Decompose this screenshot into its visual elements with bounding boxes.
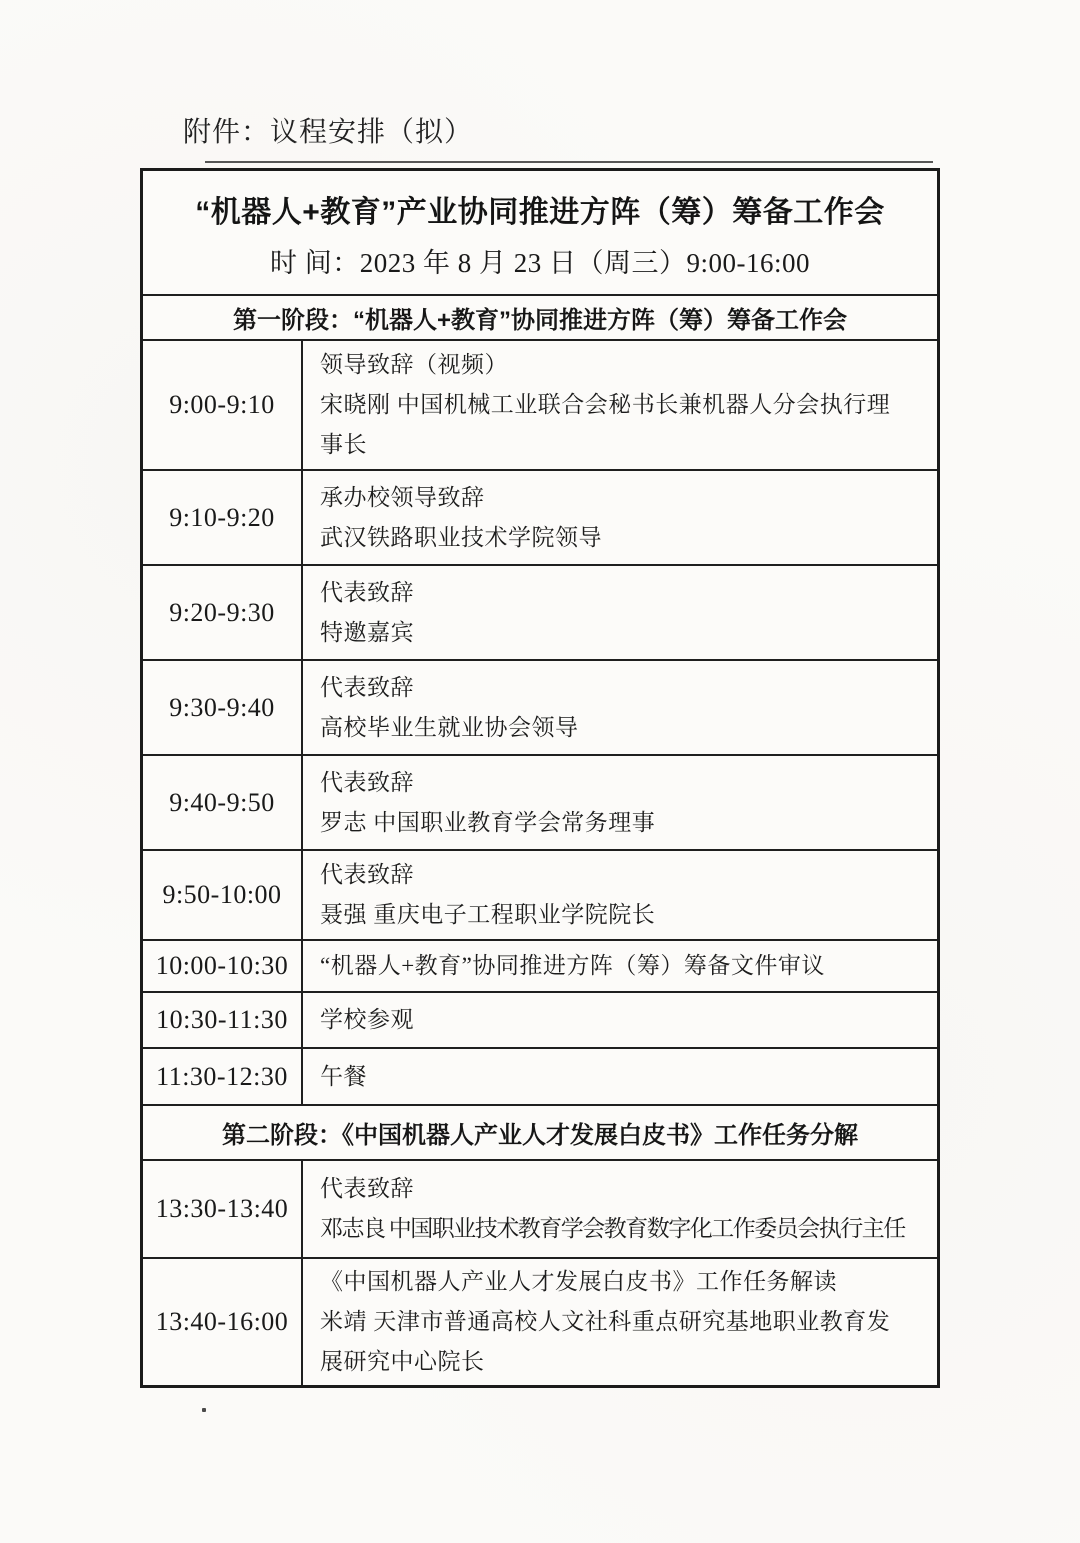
content-line: 领导致辞（视频） bbox=[320, 352, 508, 377]
content-cell bbox=[303, 661, 937, 754]
agenda-row bbox=[143, 1257, 937, 1385]
content-cell bbox=[303, 471, 937, 564]
agenda-row bbox=[143, 939, 937, 991]
agenda-row bbox=[143, 659, 937, 754]
agenda-datetime: 时 间：2023 年 8 月 23 日（周三）9:00-16:00 bbox=[270, 248, 810, 278]
time-cell: 10:00-10:30 bbox=[143, 941, 303, 991]
content-cell bbox=[303, 566, 937, 659]
time-cell: 9:10-9:20 bbox=[143, 471, 303, 564]
agenda-row bbox=[143, 991, 937, 1047]
agenda-row bbox=[143, 564, 937, 659]
content-line: 《中国机器人产业人才发展白皮书》工作任务解读 bbox=[320, 1269, 837, 1294]
agenda-table-head bbox=[143, 171, 937, 294]
content-cell bbox=[303, 1259, 937, 1385]
content-cell bbox=[303, 1161, 937, 1257]
content-line: 承办校领导致辞 bbox=[320, 484, 485, 510]
content-line: 午餐 bbox=[320, 1063, 367, 1089]
attachment-heading: 附件：议程安排（拟） bbox=[183, 117, 474, 148]
content-cell bbox=[303, 851, 937, 939]
content-line: 代表致辞 bbox=[320, 862, 414, 887]
section-2-header: 第二阶段：《中国机器人产业人才发展白皮书》工作任务分解 bbox=[143, 1104, 937, 1159]
content-line: 聂强 重庆电子工程职业学院院长 bbox=[320, 902, 656, 927]
content-line: 米靖 天津市普通高校人文社科重点研究基地职业教育发展研究中心院长 bbox=[320, 1309, 891, 1374]
agenda-row bbox=[143, 849, 937, 939]
time-cell: 9:30-9:40 bbox=[143, 661, 303, 754]
agenda-row bbox=[143, 339, 937, 469]
content-cell bbox=[303, 1049, 937, 1104]
content-cell bbox=[303, 341, 937, 469]
agenda-table bbox=[140, 168, 940, 1388]
time-cell: 9:20-9:30 bbox=[143, 566, 303, 659]
section-1-header: 第一阶段：“机器人+教育”协同推进方阵（筹）筹备工作会 bbox=[143, 294, 937, 339]
content-line: 武汉铁路职业技术学院领导 bbox=[320, 524, 602, 550]
content-line: 代表致辞 bbox=[320, 579, 414, 605]
time-cell: 11:30-12:30 bbox=[143, 1049, 303, 1104]
agenda-row bbox=[143, 469, 937, 564]
time-cell: 10:30-11:30 bbox=[143, 993, 303, 1047]
time-cell: 13:40-16:00 bbox=[143, 1259, 303, 1385]
content-line: 邓志良 中国职业技术教育学会教育数字化工作委员会执行主任 bbox=[320, 1216, 905, 1241]
content-cell bbox=[303, 941, 937, 991]
content-line: 代表致辞 bbox=[320, 1176, 414, 1201]
agenda-row bbox=[143, 1159, 937, 1257]
content-line: 代表致辞 bbox=[320, 674, 414, 700]
content-line: 宋晓刚 中国机械工业联合会秘书长兼机器人分会执行理事长 bbox=[320, 392, 891, 457]
agenda-row bbox=[143, 754, 937, 849]
content-line: 特邀嘉宾 bbox=[320, 619, 414, 645]
content-line: 高校毕业生就业协会领导 bbox=[320, 714, 579, 740]
content-line: 罗志 中国职业教育学会常务理事 bbox=[320, 809, 656, 835]
content-line: 代表致辞 bbox=[320, 769, 414, 795]
scan-artifact-line bbox=[205, 161, 933, 163]
content-line: “机器人+教育”协同推进方阵（筹）筹备文件审议 bbox=[320, 953, 825, 978]
scan-artifact-dot bbox=[202, 1408, 206, 1412]
time-cell: 9:50-10:00 bbox=[143, 851, 303, 939]
content-cell bbox=[303, 756, 937, 849]
time-cell: 13:30-13:40 bbox=[143, 1161, 303, 1257]
content-cell bbox=[303, 993, 937, 1047]
time-cell: 9:00-9:10 bbox=[143, 341, 303, 469]
time-cell: 9:40-9:50 bbox=[143, 756, 303, 849]
content-line: 学校参观 bbox=[320, 1007, 414, 1032]
agenda-row bbox=[143, 1047, 937, 1104]
agenda-title: “机器人+教育”产业协同推进方阵（筹）筹备工作会 bbox=[195, 196, 885, 229]
